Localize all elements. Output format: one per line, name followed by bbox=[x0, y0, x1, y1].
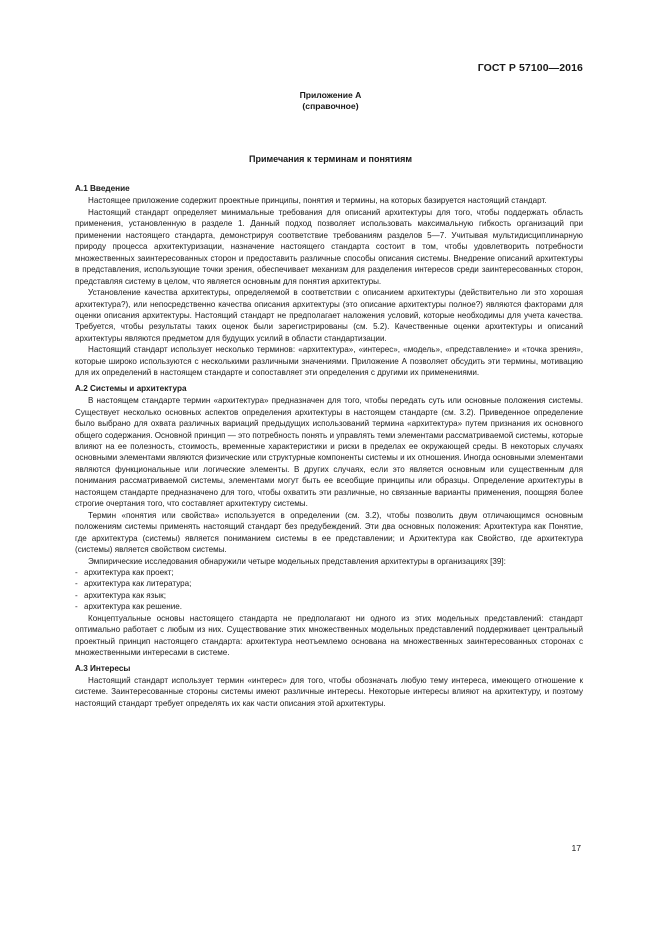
paragraph: Концептуальные основы настоящего стандарта не предполагают ни одного из этих модельных представлений: стандарт оптимально работает с любым из них. Существование этих множественных модельных представлений поддерживает центральный проектный принцип настоящего стандарта: архитектура неотъемлемо основана на множественных заинтересованных сторонах с множественными интересами в системе. bbox=[75, 613, 583, 658]
appendix-heading bbox=[0, 90, 661, 112]
paragraph: Эмпирические исследования обнаружили четыре модельных представления архитектуры в организациях [39]: bbox=[88, 556, 506, 566]
document-body bbox=[75, 183, 583, 709]
section-heading-a1: А.1 Введение bbox=[75, 184, 130, 193]
list-item: - архитектура как решение. bbox=[75, 601, 583, 612]
bullet-list bbox=[75, 567, 583, 613]
paragraph: Установление качества архитектуры, определяемой в соответствии с описанием архитектуры (действительно ли это хорошая архитектура?), или непосредственно качества описания архитектуры (это описание архитектуры полное?) являются факторами для оценки описания архитектуры. Настоящий стандарт не предполагает наложения условий, которые необходимы для учета качества. Требуется, чтобы результаты таких оценок были зарегистрированы (см. 5.2). Качественные оценки архитектуры и описаний архитектуры являются предметом для будущих усилий в области стандартизации. bbox=[75, 288, 583, 343]
paragraph: Настоящий стандарт использует термин «интерес» для того, чтобы обозначать любую тему интереса, имеющего отношение к системе. Заинтересованные стороны системы имеют различные интересы. Некоторые интересы влияют на архитектуру, и поэтому настоящий стандарт требует определять их как части описания этой архитектуры. bbox=[75, 676, 583, 708]
appendix-subtitle: (справочное) bbox=[302, 101, 359, 111]
appendix-title: Приложение А bbox=[299, 90, 362, 100]
list-item: - архитектура как язык; bbox=[75, 590, 583, 601]
document-code: ГОСТ Р 57100—2016 bbox=[477, 62, 583, 74]
paragraph: В настоящем стандарте термин «архитектура» предназначен для того, чтобы передать суть или основные положения системы. Существует несколько основных аспектов определения архитектуры в настоящем стандарте (см. 3.2). Приведенное определение было выбрано для охвата различных вариаций предыдущих использований термина «архитектура» путем признания их основного общего содержания. Основной принцип — это потребность понять и управлять теми элементами рассматриваемой системы, которые влияют на ее полезность, стоимость, временные характеристики и риски в пределах ее окружающей среды. В некоторых случаях основными элементами являются физические или структурные компоненты системы и их отношения. Иногда основными элементами являются функциональные или логические элементы. В других случаях, если это является основным или существенным для понимания рассматриваемой системы, элементами могут быть ее всеобщие принципы или образцы. Определение архитектуры в настоящем стандарте предназначено для того, чтобы охватить эти различные, но связанные варианты применения, поощряя более строгие очертания того, что составляет архитектуру системы. bbox=[75, 396, 583, 509]
paragraph: Настоящее приложение содержит проектные принципы, понятия и термины, на которых базируется настоящий стандарт. bbox=[88, 196, 547, 206]
list-item: - архитектура как проект; bbox=[75, 567, 583, 578]
main-title: Примечания к терминам и понятиям bbox=[249, 154, 412, 164]
section-heading-a3: А.3 Интересы bbox=[75, 663, 131, 673]
paragraph: Настоящий стандарт использует несколько терминов: «архитектура», «интерес», «модель», «представление» и «точка зрения», которые широко используются с несколькими различными значениями. Приложение А позволяет обсудить эти термины, мотивацию для их определений в настоящем стандарте и сопоставляет эти определения с другими их применениями. bbox=[75, 345, 583, 378]
list-item: - архитектура как литература; bbox=[75, 578, 583, 589]
page-number: 17 bbox=[571, 843, 581, 853]
paragraph: Термин «понятия или свойства» используется в определении (см. 3.2), чтобы позволить двум отличающимся основным положениям системы применять настоящий стандарт без предубеждений. Эти два основных положения: Архитектура как Понятие, где архитектура (системы) является пониманием системы в ее представлении; и Архитектура как Свойство, где архитектура (системы) является свойством системы. bbox=[75, 510, 583, 555]
paragraph: Настоящий стандарт определяет минимальные требования для описаний архитектуры для того, чтобы поддержать область применения, установленную в разделе 1. Данный подход позволяет использовать максимальную гибкость организаций при применении настоящего стандарта, демонстрируя соответствие требованиям разделов 5—7. Учитывая мультидисциплинарную природу процесса архитектуризации, назначение настоящего стандарта состоит в том, чтобы удовлетворить потребности множественных заинтересованных сторон и предоставить различные способы описания системы. Внедрение описаний архитектуры в представления, использующие точки зрения, обеспечивает механизм для разделения интересов среди заинтересованных сторон, представляя систему в целом, что является основным для понятия архитектуры. bbox=[75, 207, 583, 286]
section-heading-a2: А.2 Системы и архитектура bbox=[75, 383, 187, 393]
